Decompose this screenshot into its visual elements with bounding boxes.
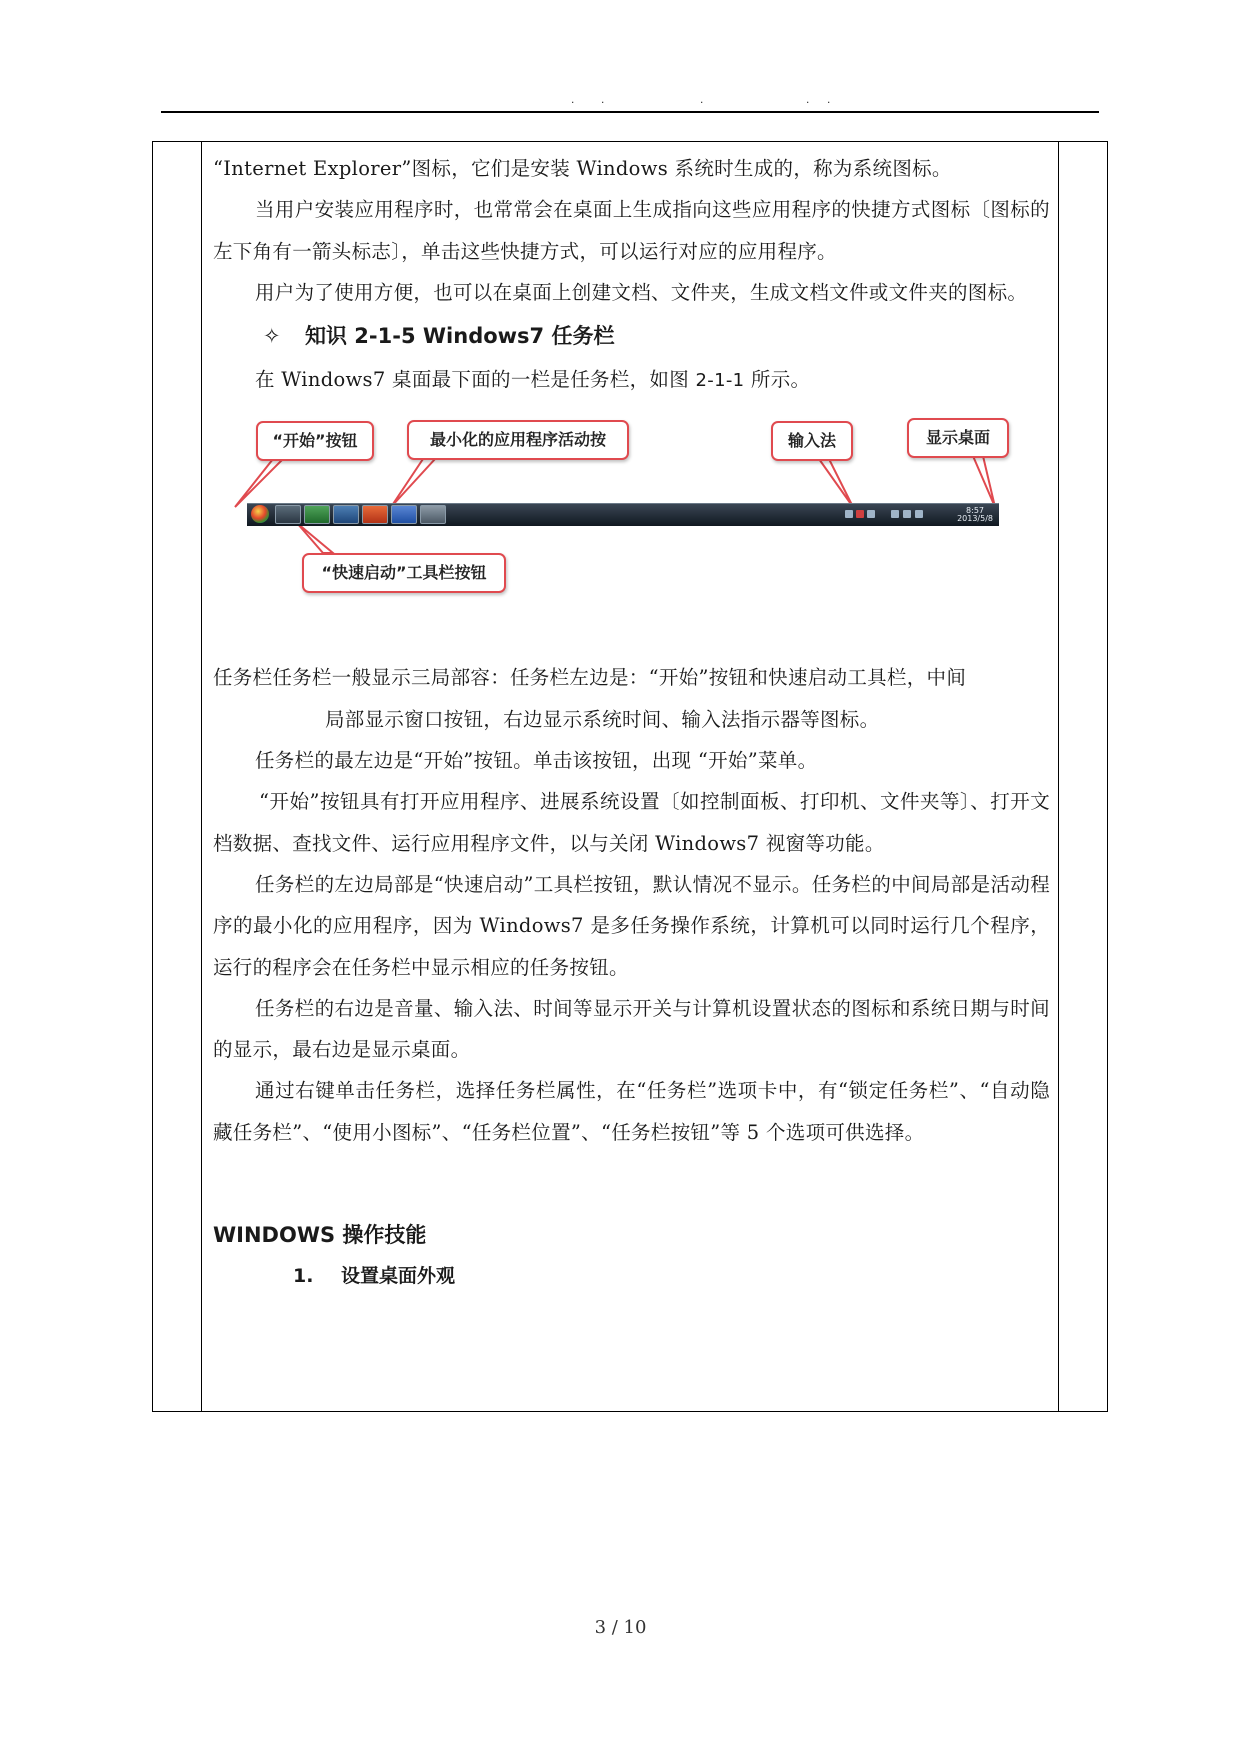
section-title: WINDOWS 操作技能 (213, 1223, 427, 1248)
minimized-callout-pointer (391, 459, 435, 507)
paragraph-taskbar-parts: 任务栏任务栏一般显示三局部容：任务栏左边是：“开始”按钮和快速启动工具栏，中间 (213, 666, 967, 690)
header-rule (161, 111, 1099, 113)
taskbar-figure (213, 401, 1050, 657)
callout-start-button: “开始”按钮 (256, 421, 374, 461)
paragraph-system-icons: “Internet Explorer”图标，它们是安装 Windows 系统时生成的，称为系统图标。 (213, 157, 952, 180)
volume-icon (915, 510, 923, 518)
table-column-divider-right (1058, 142, 1059, 1411)
network-icon (903, 510, 911, 518)
tray-icon (845, 510, 853, 518)
taskbar-app-icon (362, 505, 388, 524)
callout-minimized-apps: 最小化的应用程序活动按 (407, 420, 629, 460)
header-dot: . (700, 92, 704, 106)
header-dots (0, 92, 1241, 104)
paragraph-taskbar-properties: 通过右键单击任务栏，选择任务栏属性，在“任务栏”选项卡中，有“锁定任务栏”、“自动隐藏任务栏”、“使用小图标”、“任务栏位置”、“任务栏按钮”等 5 个选项可供选择。 (213, 1079, 1050, 1144)
knowledge-heading-text: 知识 2-1-5 Windows7 任务栏 (305, 324, 615, 349)
paragraph-taskbar-parts-cont: 局部显示窗口按钮，右边显示系统时间、输入法指示器等图标。 (325, 707, 880, 731)
page-number: 3 / 10 (594, 1617, 647, 1638)
callout-quick-launch: “快速启动”工具栏按钮 (302, 553, 506, 593)
header-dot: . (571, 92, 575, 106)
ime-indicator-icon (856, 510, 864, 518)
callout-ime: 输入法 (771, 421, 853, 461)
show-desktop-callout-pointer (973, 456, 995, 507)
taskbar-app-icon (391, 505, 417, 524)
tray-time: 8:57 (966, 506, 985, 516)
paragraph-taskbar-intro (213, 359, 1050, 401)
quick-launch-app-icon (304, 505, 330, 524)
numbered-item (213, 1256, 1050, 1297)
paragraph-tray: 任务栏的右边是音量、输入法、时间等显示开关与计算机设置状态的图标和系统日期与时间的显示，最右边是显示桌面。 (213, 996, 1050, 1062)
item-text: 设置桌面外观 (341, 1265, 456, 1288)
paragraph-quick-launch: 任务栏的左边局部是“快速启动”工具栏按钮，默认情况不显示。任务栏的中间局部是活动程序的最小化的应用程序，因为 Windows7 是多任务操作系统，计算机可以同时运行几个程序，运行的程序会在任务栏中显示相应的任务按钮。 (213, 872, 1050, 979)
paragraph-user-icons: 用户为了使用方便，也可以在桌面上创建文档、文件夹，生成文档文件或文件夹的图标。 (255, 280, 1028, 304)
diamond-star-icon: ✧ (263, 324, 281, 349)
paragraph-start-button: 任务栏的最左边是“开始”按钮。单击该按钮，出现 “开始”菜单。 (255, 749, 818, 773)
taskbar-app-icon (420, 505, 446, 524)
ime-callout-pointer (819, 459, 853, 507)
quick-launch-app-icon (275, 505, 301, 524)
taskbar-app-icon (333, 505, 359, 524)
table-column-divider-left (201, 142, 202, 1411)
figure-reference: 2-1-1 (695, 370, 745, 392)
spacer (213, 1153, 1050, 1215)
header-dot: . (806, 92, 810, 106)
tray-date: 2013/5/8 (957, 514, 993, 524)
paragraph-shortcut-icons: 当用户安装应用程序时，也常常会在桌面上生成指向这些应用程序的快捷方式图标〔图标的左下角有一箭头标志〕，单击这些快捷方式，可以运行对应的应用程序。 (213, 198, 1050, 263)
paragraph-start-functions: “开始”按钮具有打开应用程序、进展系统设置〔如控制面板、打印机、文件夹等〕、打开文档数据、查找文件、运行应用程序文件，以与关闭 Windows7 视窗等功能。 (213, 790, 1050, 855)
table-cell-content (213, 148, 1050, 1297)
start-callout-pointer (235, 459, 283, 507)
quick-launch-callout-pointer (297, 523, 333, 553)
header-dot: . (827, 92, 831, 106)
tray-icon (891, 510, 899, 518)
item-number: 1. (293, 1265, 314, 1288)
header-dot: . (601, 92, 605, 106)
tray-clock (957, 507, 993, 523)
taskbar-intro-text: 在 Windows7 桌面最下面的一栏是任务栏，如图 (255, 368, 690, 392)
callout-show-desktop: 显示桌面 (907, 418, 1009, 458)
start-orb-icon (251, 505, 269, 523)
knowledge-heading (213, 313, 1050, 359)
tray-icon (867, 510, 875, 518)
windows7-taskbar (247, 503, 999, 526)
taskbar-intro-end: 所示。 (750, 368, 811, 392)
